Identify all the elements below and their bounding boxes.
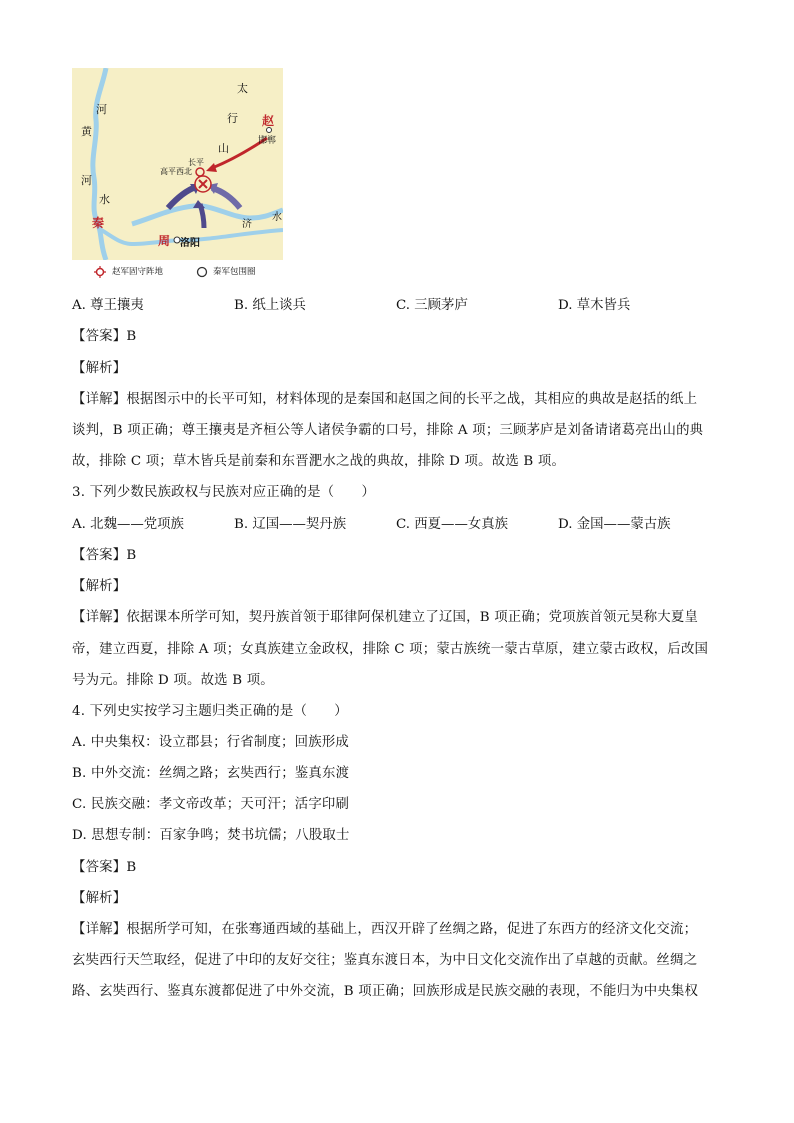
q3-stem: 3. 下列少数民族政权与民族对应正确的是（ ） — [72, 485, 376, 500]
legend-qin-ring: 秦军包围圈 — [213, 267, 256, 277]
q4-detail-line: 玄奘西行天竺取经，促进了中印的友好交往；鉴真东渡日本，为中日文化交流作出了卓越的贡献。丝绸之 — [72, 953, 698, 968]
changping-battle-map — [72, 68, 283, 260]
zhao-camp-legend-icon — [94, 266, 106, 278]
q3-detail-line: 【详解】依据课本所学可知，契丹族首领于耶律阿保机建立了辽国，B 项正确；党项族首领元昊称大夏皇 — [72, 610, 699, 625]
q3-option-c: C. 西夏——女真族 — [396, 517, 509, 532]
q2-detail-line: 谈判，B 项正确；尊王攘夷是齐桓公等人诸侯争霸的口号，排除 A 项；三顾茅庐是刘备请诸葛亮出山的典 — [72, 423, 704, 438]
q2-analysis: 【解析】 — [72, 361, 127, 376]
q4-analysis: 【解析】 — [72, 891, 127, 906]
q2-option-a: A. 尊王攘夷 — [72, 298, 144, 313]
label-changping: 长平 — [188, 158, 204, 167]
label-qin: 秦 — [92, 216, 105, 230]
q4-option-a: A. 中央集权：设立郡县；行省制度；回族形成 — [72, 735, 350, 750]
q3-option-b: B. 辽国——契丹族 — [234, 517, 347, 532]
q3-detail-line: 帝，建立西夏，排除 A 项；女真族建立金政权，排除 C 项；蒙古族统一蒙古草原，建立蒙古政权，后改国 — [72, 642, 709, 657]
label-tai: 太 — [237, 82, 248, 95]
label-ji: 济 — [242, 219, 252, 230]
legend-zhao-camp: 赵军固守阵地 — [112, 267, 164, 277]
q3-option-d: D. 金国——蒙古族 — [558, 517, 671, 532]
q2-detail-line: 【详解】根据图示中的长平可知，材料体现的是秦国和赵国之间的长平之战，其相应的典故是赵括的纸上 — [72, 392, 698, 407]
label-hang: 行 — [227, 112, 238, 125]
q2-answer: 【答案】B — [72, 329, 137, 344]
label-he1: 河 — [96, 103, 107, 116]
q4-stem: 4. 下列史实按学习主题归类正确的是（ ） — [72, 704, 348, 719]
label-shui1: 水 — [99, 193, 110, 206]
q4-option-d: D. 思想专制：百家争鸣；焚书坑儒；八股取士 — [72, 828, 350, 843]
q2-option-c: C. 三顾茅庐 — [396, 298, 468, 313]
q3-option-a: A. 北魏——党项族 — [72, 517, 184, 532]
label-handan: 邯郸 — [258, 136, 277, 146]
q4-detail-line: 路、玄奘西行、鉴真东渡都促进了中外交流，B 项正确；回族形成是民族交融的表现，不能归为中央集权 — [72, 984, 699, 999]
q2-option-b: B. 纸上谈兵 — [234, 298, 306, 313]
q3-answer: 【答案】B — [72, 548, 137, 563]
label-shui2: 水 — [272, 212, 282, 223]
label-luoyang: 洛阳 — [180, 238, 200, 249]
qin-ring-legend-icon — [196, 266, 208, 278]
q2-detail-line: 故，排除 C 项；草木皆兵是前秦和东晋淝水之战的典故，排除 D 项。故选 B 项。 — [72, 454, 566, 469]
q4-option-c: C. 民族交融：孝文帝改革；天可汗；活字印刷 — [72, 797, 350, 812]
label-he2: 河 — [81, 174, 92, 187]
q2-option-d: D. 草木皆兵 — [558, 298, 631, 313]
q4-option-b: B. 中外交流：丝绸之路；玄奘西行；鉴真东渡 — [72, 766, 350, 781]
label-zhou: 周 — [158, 234, 171, 248]
q3-analysis: 【解析】 — [72, 579, 127, 594]
q4-answer: 【答案】B — [72, 860, 137, 875]
label-gaoping: 高平西北 — [160, 167, 192, 176]
label-zhao: 赵 — [262, 114, 275, 128]
label-huang: 黄 — [81, 125, 92, 138]
q3-detail-line: 号为元。排除 D 项。故选 B 项。 — [72, 673, 274, 688]
q4-detail-line: 【详解】根据所学可知，在张骞通西域的基础上，西汉开辟了丝绸之路，促进了东西方的经济文化交流； — [72, 922, 698, 937]
label-shan: 山 — [218, 142, 229, 155]
